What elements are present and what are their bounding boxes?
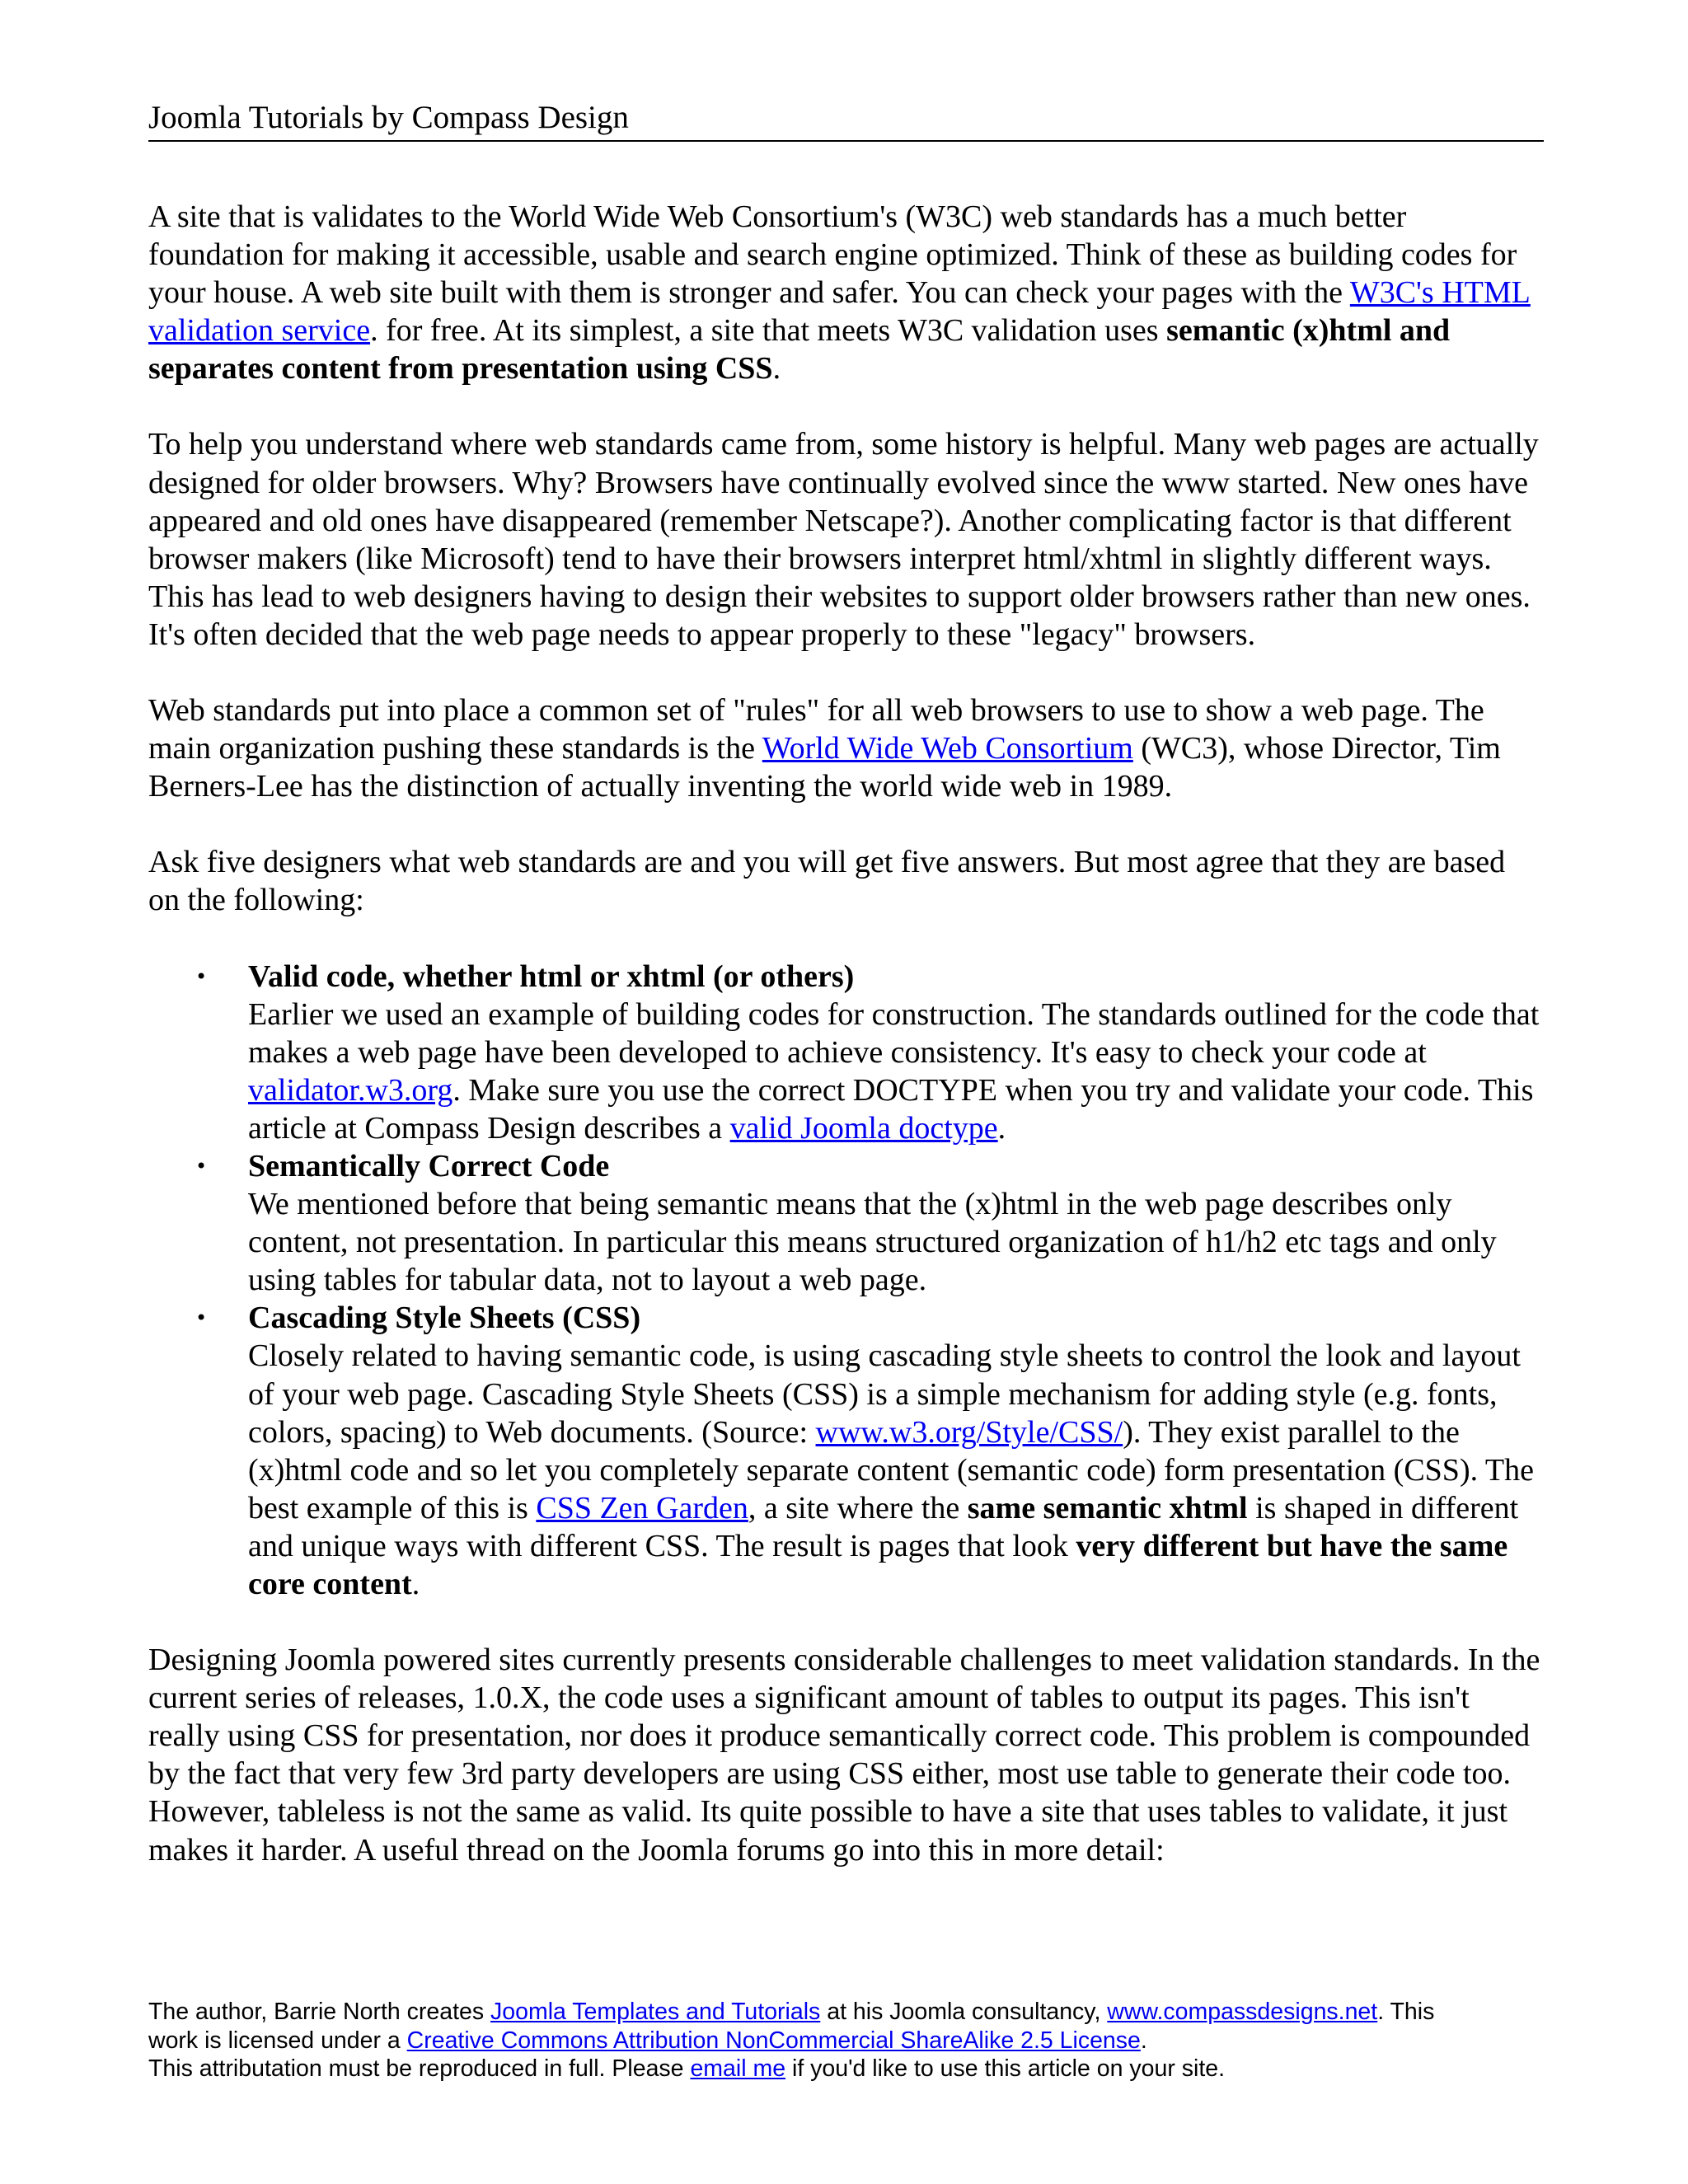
list-item-title: Semantically Correct Code xyxy=(248,1148,610,1183)
list-item-valid-code: • Valid code, whether html or xhtml (or others) Earlier we used an example of building codes for construction. The standards outlined for the code that makes a web page have been developed to achieve consistency. It's easy to check your code at validator.w3.org. Make sure you use the correct DOCTYPE when you try and validate your code. This article at Compass Design describes a valid Joomla doctype. xyxy=(248,958,1544,1147)
paragraph-rules: Web standards put into place a common set of "rules" for all web browsers to use to show a web page. The main organization pushing these standards is the World Wide Web Consortium (WC3), whose Director, Tim Berners-Lee has the distinction of actually inventing the world wide web in 1989. xyxy=(148,693,1501,804)
list-item-semantic-code: • Semantically Correct Code We mentioned before that being semantic means that the (x)html in the web page describes only content, not presentation. In particular this means structured organization of h1/h2 etc tags and only using tables for tabular data, not to layout a web page. xyxy=(248,1147,1544,1299)
list-item-css: • Cascading Style Sheets (CSS) Closely related to having semantic code, is using cascading style sheets to control the look and layout of your web page. Cascading Style Sheets (CSS) is a simple mechanism for adding style (e.g. fonts, colors, spacing) to Web documents. (Source: www.w3.org/Style/CSS/). They exist parallel to the (x)html code and so let you completely separate content (semantic code) form presentation (CSS). The best example of this is CSS Zen Garden, a site where the same semantic xhtml is shaped in different and unique ways with different CSS. The result is pages that look very different but have the same core content. xyxy=(248,1299,1544,1603)
bullet-icon: • xyxy=(195,964,208,988)
paragraph-w3c-standards: A site that is validates to the World Wide Web Consortium's (W3C) web standards has a much better foundation for making it accessible, usable and search engine optimized. Think of these as building codes for your house. A web site built with them is stronger and safer. You can check your pages with the W3C's HTML validation service. for free. At its simplest, a site that meets W3C validation uses semantic (x)html and separates content from presentation using CSS. xyxy=(148,199,1531,387)
w3-style-css-link[interactable]: www.w3.org/Style/CSS/ xyxy=(815,1414,1123,1450)
world-wide-web-consortium-link[interactable]: World Wide Web Consortium xyxy=(762,731,1133,766)
paragraph-joomla-challenges: Designing Joomla powered sites currently presents considerable challenges to meet validation standards. In the current series of releases, 1.0.X, the code uses a significant amount of tables to output its pages. This isn't really using CSS for presentation, nor does it produce semantically correct code. This problem is compounded by the fact that very few 3rd party developers are using CSS either, most use table to generate their code too. However, tableless is not the same as valid. Its quite possible to have a site that uses tables to validate, it just makes it harder. A useful thread on the Joomla forums go into this in more detail: xyxy=(148,1643,1540,1868)
footer-line-attribution: This attributation must be reproduced in full. Please email me if you'd like to use this article on your site. xyxy=(148,2055,1226,2082)
creative-commons-license-link[interactable]: Creative Commons Attribution NonCommercial ShareAlike 2.5 License xyxy=(406,2027,1141,2054)
validator-w3-link[interactable]: validator.w3.org xyxy=(248,1072,453,1108)
compassdesigns-link[interactable]: www.compassdesigns.net xyxy=(1107,1999,1378,2025)
valid-joomla-doctype-link[interactable]: valid Joomla doctype xyxy=(729,1110,998,1146)
page-header xyxy=(148,97,1544,142)
footer-line-license: work is licensed under a Creative Commons Attribution NonCommercial ShareAlike 2.5 License. xyxy=(148,2027,1147,2054)
article-body xyxy=(148,198,1544,1907)
footer-line-author: The author, Barrie North creates Joomla Templates and Tutorials at his Joomla consultancy, www.compassdesigns.net. This xyxy=(148,1999,1435,2025)
paragraph-history: To help you understand where web standards came from, some history is helpful. Many web pages are actually designed for older browsers. Why? Browsers have continually evolved since the www started. New ones have appeared and old ones have disappeared (remember Netscape?). Another complicating factor is that different browser makers (like Microsoft) tend to have their browsers interpret html/xhtml in slightly different ways. This has lead to web designers having to design their websites to support older browsers rather than new ones. It's often decided that the web page needs to appear properly to these "legacy" browsers. xyxy=(148,427,1539,652)
bullet-icon: • xyxy=(195,1306,208,1330)
list-item-title: Cascading Style Sheets (CSS) xyxy=(248,1301,641,1336)
paragraph-five-designers: Ask five designers what web standards are and you will get five answers. But most agree that they are based on the following: xyxy=(148,845,1506,918)
email-me-link[interactable]: email me xyxy=(690,2055,786,2082)
header-title: Joomla Tutorials by Compass Design xyxy=(148,100,629,135)
joomla-templates-tutorials-link[interactable]: Joomla Templates and Tutorials xyxy=(490,1999,821,2025)
w3c-validation-service-link[interactable]: W3C's HTML validation service xyxy=(148,275,1531,349)
semantic-html-emphasis: semantic (x)html and separates content from presentation using CSS xyxy=(148,313,1451,387)
css-zen-garden-link[interactable]: CSS Zen Garden xyxy=(536,1490,748,1526)
bullet-icon: • xyxy=(195,1154,208,1178)
list-item-title: Valid code, whether html or xhtml (or others) xyxy=(248,958,855,994)
same-core-content-emphasis: very different but have the same core content xyxy=(248,1528,1508,1601)
standards-list xyxy=(148,958,1544,1604)
same-semantic-xhtml-emphasis: same semantic xhtml xyxy=(967,1490,1248,1526)
page-footer xyxy=(148,1998,1544,2083)
